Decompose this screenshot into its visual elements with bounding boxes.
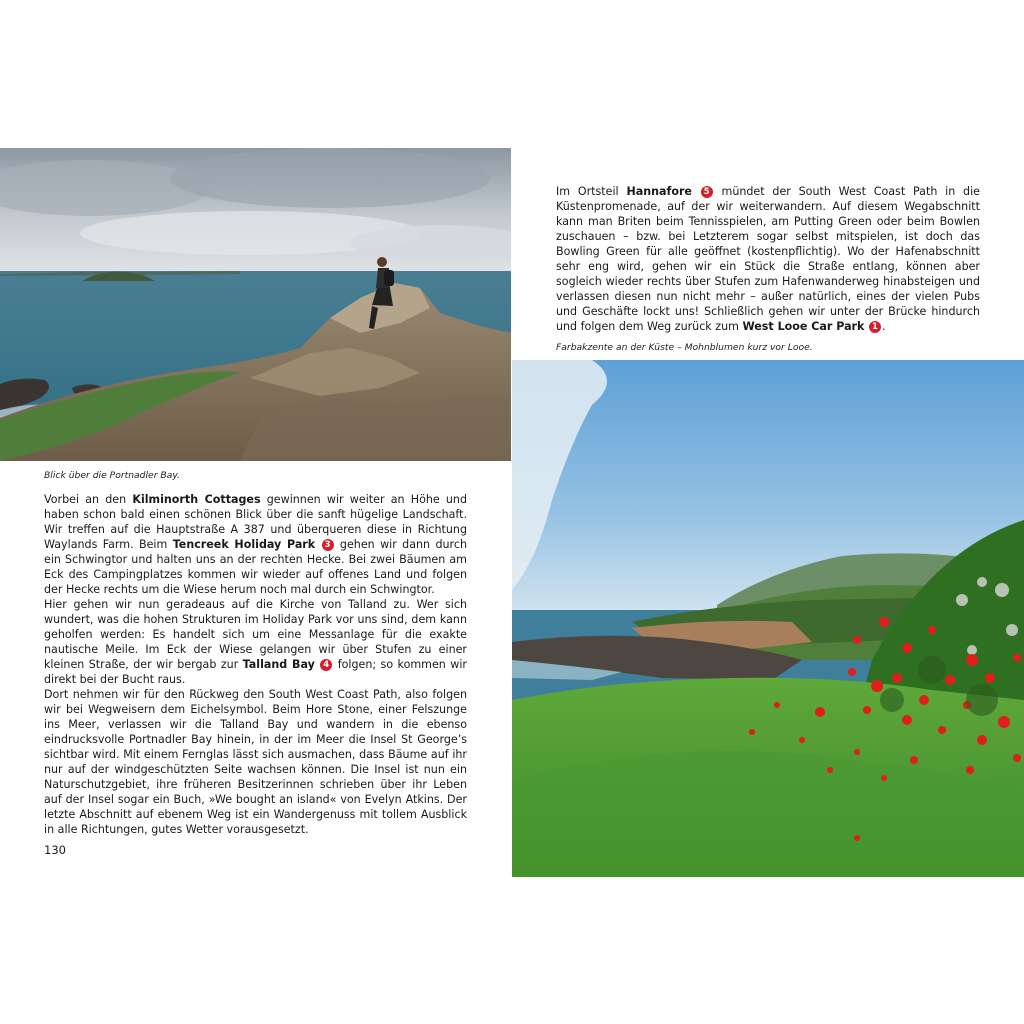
caption-poppies: Farbakzente an der Küste – Mohnblumen kurz vor Looe. — [556, 342, 813, 353]
paragraph-kilminorth: Vorbei an den Kilminorth Cottages gewinnen wir weiter an Höhe und haben schon bald einen schönen Blick über die sanft hügelige Landschaft. Wir treffen auf die Hauptstraße A 387 und überqueren diese in Richtung Waylands Farm. Beim Tencreek Holiday Park 3 gehen wir dann durch ein Schwingtor und halten uns an der rechten Hecke. Bei zwei Bäumen am Eck des Campingplatzes kommen wir wieder auf offenes Land und folgen der Hecke rechts um die Wiese herum noch mal durch ein Schwingtor. — [44, 493, 468, 596]
photo-poppies-looe — [512, 360, 1024, 877]
paragraph-hannafore: Im Ortsteil Hannafore 5 mündet der South West Coast Path in die Küstenpromenade, auf der wir weiterwandern. Auf diesem Wegabschnitt kann man Briten beim Tennisspielen, am Putting Green oder beim Bowlen zuschauen – bzw. bei Letzterem sogar selbst mitspielen, ist doch das Bowling Green für alle geöffnet (kostenpflichtig). Wo der Hafenabschnitt sehr eng wird, gehen wir ein Stück die Straße entlang, können aber sogleich wieder rechts über Stufen zum Hafenwanderweg hinabsteigen und verlassen diesen nun nicht mehr – außer natürlich, eines der vielen Pubs und Geschäfte lockt uns! Schließlich gehen wir unter der Brücke hindurch und folgen dem Weg zurück zum West Looe Car Park 1 . — [556, 185, 980, 333]
left-body-text — [44, 492, 467, 837]
place-west-looe-car-park: West Looe Car Park — [742, 320, 865, 333]
waypoint-marker-3: 3 — [322, 539, 334, 551]
page-number: 130 — [44, 843, 66, 857]
paragraph-talland: Hier gehen wir nun geradeaus auf die Kirche von Talland zu. Wer sich wundert, was die hohen Strukturen im Holiday Park vor uns sind, dem kann geholfen werden: Es handelt sich um eine Messanlage für die exakte nautische Meile. Im Eck der Wiese gelangen wir über Stufen zu einer kleinen Straße, der wir bergab zur Talland Bay 4 folgen; so kommen wir direkt bei der Bucht raus. — [44, 598, 467, 686]
waypoint-marker-4: 4 — [320, 659, 332, 671]
right-body-text — [556, 184, 980, 334]
place-talland-bay: Talland Bay — [242, 658, 315, 671]
waypoint-marker-1: 1 — [869, 321, 881, 333]
paragraph-rueckweg: Dort nehmen wir für den Rückweg den South West Coast Path, also folgen wir bei Wegweisern dem Eichelsymbol. Beim Hore Stone, einer Felszunge ins Meer, verlassen wir die Talland Bay und wandern in die ebenso eindrucksvolle Portnadler Bay hinein, in der im Meer die Insel St George’s sichtbar wird. Mit einem Fernglas lässt sich ausmachen, dass Bäume auf ihr nur auf der windgeschützten Seite wachsen können. Die Insel ist nun ein Naturschutzgebiet, ihre früheren Besitzerinnen schrieben über ihr Leben auf der Insel sogar ein Buch, »We bought an island« von Evelyn Atkins. Der letzte Abschnitt auf ebenem Weg ist ein Wandergenuss mit tollem Ausblick in alle Richtungen, gutes Wetter vorausgesetzt. — [44, 688, 467, 836]
place-hannafore: Hannafore — [626, 185, 692, 198]
place-tencreek-holiday-park: Tencreek Holiday Park — [172, 538, 316, 551]
caption-portnadler-bay: Blick über die Portnadler Bay. — [44, 470, 180, 481]
place-kilminorth-cottages: Kilminorth Cottages — [132, 493, 261, 506]
photo-portnadler-bay — [0, 148, 511, 461]
waypoint-marker-5: 5 — [701, 186, 713, 198]
